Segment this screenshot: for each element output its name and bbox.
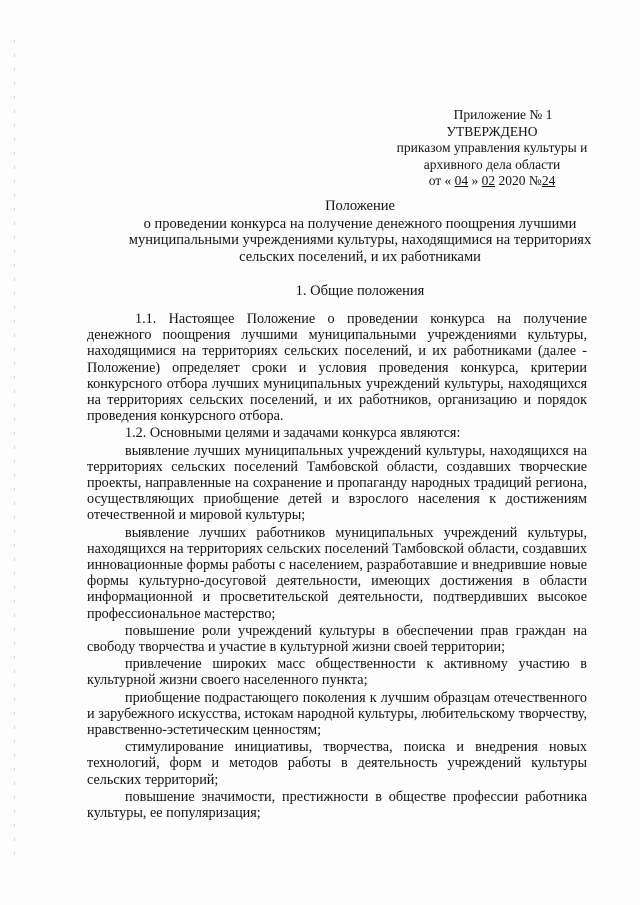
title-heading: Положение xyxy=(325,198,395,214)
goal-item: стимулирование инициативы, творчества, поиска и внедрения новых технологий, форм и методов работы в деятельность учреждений культуры сельских территорий; xyxy=(87,739,587,788)
appendix-label: Приложение № 1 xyxy=(453,107,553,122)
date-prefix: от « xyxy=(428,173,452,188)
section-title: 1. Общие положения xyxy=(295,283,425,299)
title-line-3: сельских поселений, и их работниками xyxy=(239,248,481,265)
order-day: 04 xyxy=(454,173,469,188)
order-year: 2020 xyxy=(498,173,526,188)
date-mid: » xyxy=(471,173,479,188)
order-line-1: приказом управления культуры и xyxy=(396,140,588,155)
goal-item: приобщение подрастающего поколения к лучшим образцам отечественного и зарубежного искусства, истокам народной культуры, любительскому творчеству, нравственно-эстетическим ценностям; xyxy=(87,689,587,739)
order-line-2: архивного дела области xyxy=(423,156,561,172)
paragraph-1-2: 1.2. Основными целями и задачами конкурса являются: xyxy=(125,425,461,442)
approved-label: УТВЕРЖДЕНО xyxy=(446,123,538,139)
paragraph-1-1: 1.1. Настоящее Положение о проведении конкурса на получение денежного поощрения лучшими муниципальными учреждениями культуры, находящимися на территориях сельских поселений, и их работниками (далее - Положение) определяет сроки и условия проведения конкурса, критерии конкурсного отбора лучших муниципальных учреждений культуры, находящихся на территориях сельских поселений, и их работников, организацию и порядок проведения конкурсного отбора. xyxy=(87,311,587,425)
document-title xyxy=(80,198,640,265)
goal-item: выявление лучших муниципальных учреждений культуры, находящихся на территориях сельских поселений Тамбовской области, создавших творческие проекты, направленные на сохранение и пропаганду народных традиций региона, осуществляющих приобщение детей и взрослого населения к достижениям отечественной и мировой культуры; xyxy=(87,442,587,524)
goal-item: повышение значимости, престижности в обществе профессии работника культуры, ее популяризация; xyxy=(87,788,587,822)
goal-item: повышение роли учреждений культуры в обеспечении прав граждан на свободу творчества и участие в культурной жизни своей территории; xyxy=(87,622,587,656)
goal-item: привлечение широких масс общественности к активному участию в культурной жизни своего населенного пункта; xyxy=(87,656,587,689)
scan-edge-mark xyxy=(14,40,15,860)
section-body xyxy=(87,311,587,821)
approval-stamp-block xyxy=(392,107,592,190)
goal-item: выявление лучших работников муниципальных учреждений культуры, находящихся на территориях сельских поселений Тамбовской области, создавших инновационные формы работы с населением, разработавшие и внедрившие новые формы культурно-досуговой деятельности, имеющих достижения в области информационной и просветительской деятельности, подтвердивших высокое профессиональное мастерство; xyxy=(87,524,587,622)
order-month: 02 xyxy=(481,173,496,188)
order-number: 24 xyxy=(541,173,556,188)
order-date-line xyxy=(392,173,592,190)
number-prefix: № xyxy=(528,173,542,188)
title-line-2: муниципальными учреждениями культуры, находящимися на территориях xyxy=(128,232,592,248)
title-line-1: о проведении конкурса на получение денежного поощрения лучшими xyxy=(143,215,577,232)
